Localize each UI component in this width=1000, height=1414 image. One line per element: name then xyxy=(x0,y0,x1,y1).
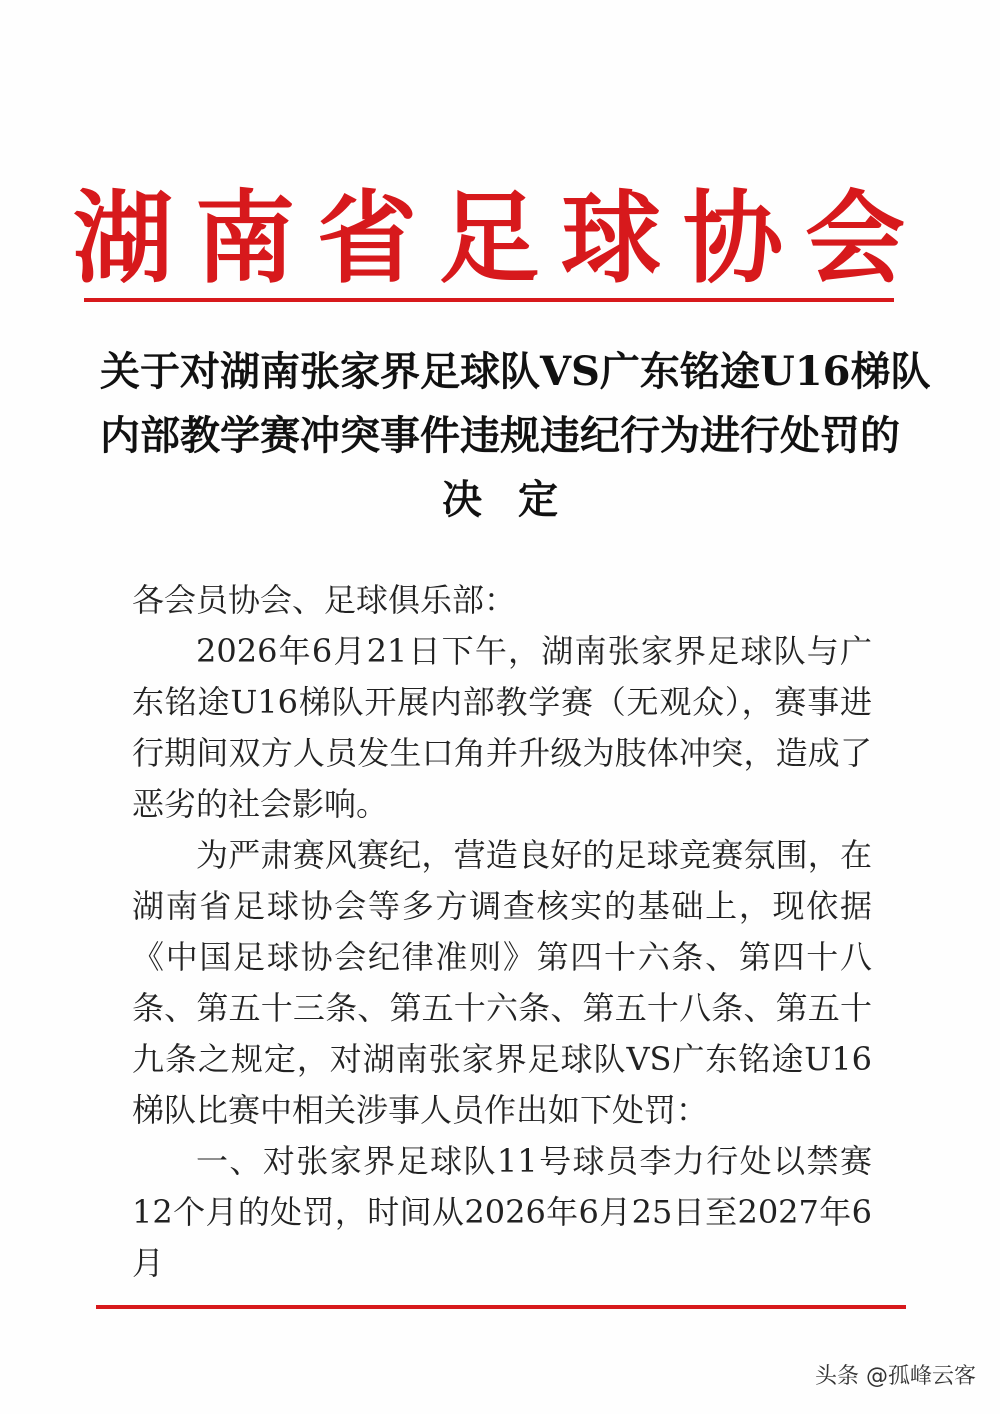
letterhead-title: 湖南省足球协会 xyxy=(73,179,927,297)
heading-line-1: 关于对湖南张家界足球队VS广东铭途U16梯队 xyxy=(100,348,931,395)
footer-red-rule xyxy=(96,1305,906,1309)
body-paragraph-3: 一、对张家界足球队11号球员李力行处以禁赛12个月的处罚，时间从2026年6月25日至2027年6月 xyxy=(132,1142,872,1282)
watermark: 头条 @孤峰云客 xyxy=(815,1364,976,1389)
heading-line-3: 决定 xyxy=(442,476,594,523)
body-paragraph-2: 为严肃赛风赛纪，营造良好的足球竞赛氛围，在湖南省足球协会等多方调查核实的基础上，现依据《中国足球协会纪律准则》第四十六条、第四十八条、第五十三条、第五十六条、第五十八条、第五十九条之规定，对湖南张家界足球队VS广东铭途U16梯队比赛中相关涉事人员作出如下处罚： xyxy=(132,836,872,1129)
heading-line-2: 内部教学赛冲突事件违规违纪行为进行处罚的 xyxy=(100,412,900,459)
document-heading xyxy=(100,340,931,532)
salutation: 各会员协会、足球俱乐部： xyxy=(132,581,517,619)
document-body xyxy=(132,575,872,1289)
letterhead-red-rule xyxy=(84,298,894,302)
body-paragraph-1: 2026年6月21日下午，湖南张家界足球队与广东铭途U16梯队开展内部教学赛（无观众），赛事进行期间双方人员发生口角并升级为肢体冲突，造成了恶劣的社会影响。 xyxy=(132,632,872,823)
